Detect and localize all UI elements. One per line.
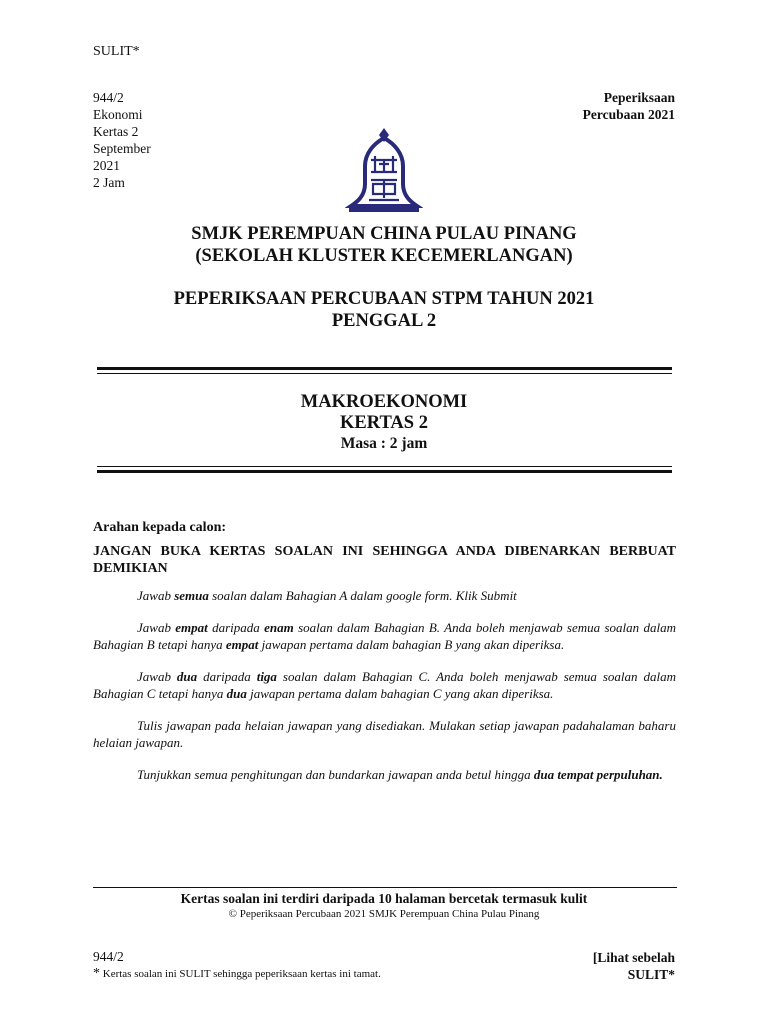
exam-type-line2: Percubaan 2021 [582,107,675,122]
instruction-answer-sheet: Tulis jawapan pada helaian jawapan yang disediakan. Mulakan setiap jawapan padahalaman baharu helaian jawapan. [93,718,676,750]
footer-info [0,890,768,921]
see-next-page: [Lihat sebelah [592,950,675,965]
paper-code: 944/2 [93,90,124,105]
school-crest-icon [345,126,423,214]
subject-time: Masa : 2 jam [340,435,428,452]
footnote-star: * [93,966,100,981]
exam-type-line1: Peperiksaan [603,90,675,105]
school-name [0,223,768,267]
paper-code-bottom: 944/2 [93,949,124,964]
copyright-note: © Peperiksaan Percubaan 2021 SMJK Perempuan China Pulau Pinang [228,908,540,920]
paper-number: Kertas 2 [93,124,139,139]
divider-bottom-thick [97,470,672,473]
exam-title-line2: PENGGAL 2 [331,311,437,331]
school-name-line2: (SEKOLAH KLUSTER KECEMERLANGAN) [195,246,573,266]
instruction-section-b: Jawab empat daripada enam soalan dalam Bahagian B. Anda boleh menjawab semua soalan dalam Bahagian B tetapi hanya empat jawapan pertama dalam bahagian B yang akan diperiksa. [93,620,676,652]
exam-title-line1: PEPERIKSAAN PERCUBAAN STPM TAHUN 2021 [173,289,595,309]
paper-duration: 2 Jam [93,175,125,190]
instruction-section-c: Jawab dua daripada tiga soalan dalam Bahagian C. Anda boleh menjawab semua soalan dalam Bahagian C tetapi hanya dua jawapan pertama dalam bahagian C yang akan diperiksa. [93,669,676,701]
sulit-label-bottom: SULIT* [627,967,675,982]
instructions [93,520,676,798]
divider-bottom-thin [97,466,672,467]
paper-year: 2021 [93,158,120,173]
subject-name: MAKROEKONOMI [300,392,468,412]
divider-top-thick [97,367,672,370]
instructions-warning: JANGAN BUKA KERTAS SOALAN INI SEHINGGA ANDA DIBENARKAN BERBUAT DEMIKIAN [93,544,676,576]
exam-title [0,288,768,332]
paper-subject: Ekonomi [93,107,143,122]
footnote-text: Kertas soalan ini SULIT sehingga peperiksaan kertas ini tamat. [100,968,381,980]
instruction-calculation: Tunjukkan semua penghitungan dan bundarkan jawapan anda betul hingga dua tempat perpuluhan. [137,767,663,782]
footer-right [593,949,675,983]
subject-paper: KERTAS 2 [340,413,428,433]
instructions-heading: Arahan kepada calon: [93,520,227,535]
exam-type-label [583,89,675,123]
subject-block [0,392,768,454]
page-count-note: Kertas soalan ini terdiri daripada 10 halaman bercetak termasuk kulit [180,891,588,906]
sulit-footnote [93,966,381,982]
paper-meta [93,89,151,191]
instruction-section-a: Jawab semua soalan dalam Bahagian A dalam google form. Klik Submit [137,588,517,603]
divider-top-thin [97,373,672,374]
sulit-label-top: SULIT* [93,44,140,59]
footer-divider [93,887,677,888]
paper-month: September [93,141,151,156]
school-name-line1: SMJK PEREMPUAN CHINA PULAU PINANG [191,224,577,244]
